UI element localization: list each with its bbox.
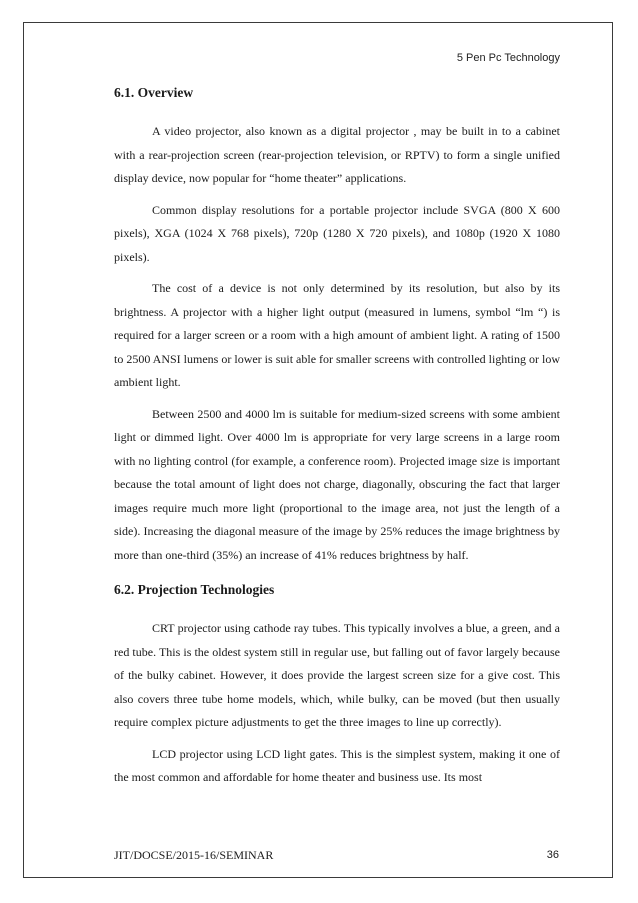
section-heading-projection-technologies: 6.2. Projection Technologies xyxy=(114,582,275,597)
paragraph: CRT projector using cathode ray tubes. This typically involves a blue, a green, and a red tube. This is the oldest system still in regular use, but falling out of favor largely because of the bulky cabinet. However, it does provide the largest screen size for a give cost. This also covers three tube home models, which, while bulky, can be moved (but then usually require complex picture adjustments to get the three images to line up correctly). xyxy=(114,621,560,729)
footer-reference: JIT/DOCSE/2015-16/SEMINAR xyxy=(114,848,274,862)
page-number: 36 xyxy=(546,849,559,861)
section-heading-overview: 6.1. Overview xyxy=(114,85,194,100)
paragraph: The cost of a device is not only determined by its resolution, but also by its brightness. A projector with a higher light output (measured in lumens, symbol “lm “) is required for a larger screen or a room with a high amount of ambient light. A rating of 1500 to 2500 ANSI lumens or lower is suit able for smaller screens with controlled lighting or low ambient light. xyxy=(114,281,560,389)
paragraph: Common display resolutions for a portable projector include SVGA (800 X 600 pixels), XGA (1024 X 768 pixels), 720p (1280 X 720 pixels), and 1080p (1920 X 1080 pixels). xyxy=(114,202,560,264)
paragraph: Between 2500 and 4000 lm is suitable for medium-sized screens with some ambient light or dimmed light. Over 4000 lm is appropriate for very large screens in a large room with no lighting control (for example, a conference room). Projected image size is important because the total amount of light does not charge, diagonally, obscuring the fact that larger images require much more light (proportional to the image area, not just the length of a side). Increasing the diagonal measure of the image by 25% reduces the image brightness by more than one-third (35%) an increase of 41% reduces brightness by half. xyxy=(114,406,560,562)
page-body xyxy=(114,84,560,798)
paragraph: A video projector, also known as a digital projector , may be built in to a cabinet with a rear-projection screen (rear-projection television, or RPTV) to form a single unified display device, now popular for “home theater” applications. xyxy=(114,124,560,185)
running-header: 5 Pen Pc Technology xyxy=(456,52,560,64)
paragraph: LCD projector using LCD light gates. This is the simplest system, making it one of the most common and affordable for home theater and business use. Its most xyxy=(114,746,560,784)
